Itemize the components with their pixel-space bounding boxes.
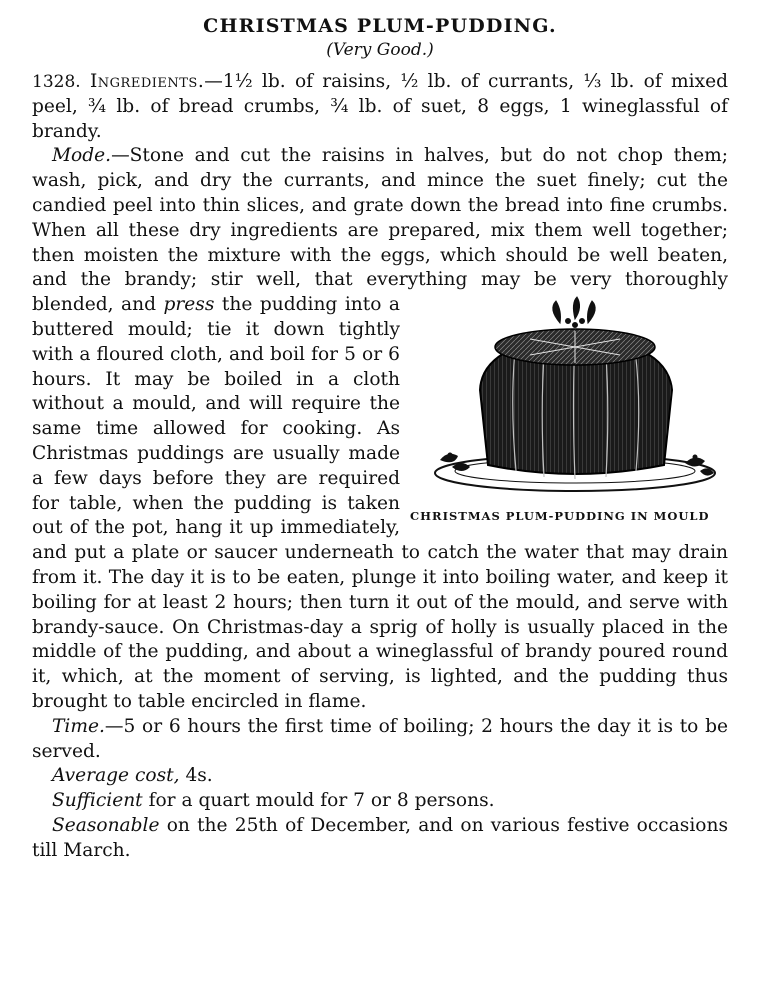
mode-text-2: the pudding into a buttered mould; tie it down tightly with a floured cloth, and boil for 5 or 6 hours. It may be boiled in a cloth without a mould, and will require the same time allowed for cooking. As Christmas puddings are usually made a few days before they are required for table, when the pudding is taken out of the pot, hang it up immediately, and put a plate or saucer underneath to catch the water that may drain from it. The day it is to be eaten, plunge it into boiling water, and keep it boiling for at least 2 hours; then turn it out of the mould, and serve with brandy-sauce. On Christmas-day a sprig of holly is usually placed in the middle of the pudding, and about a wineglassful of brandy poured round it, which, at the moment of serving, is lighted, and the pudding thus brought to table encircled in flame. (32, 294, 728, 712)
sufficient-text: for a quart mould for 7 or 8 persons. (148, 790, 495, 812)
recipe-body (32, 70, 728, 864)
mode-press: press (163, 294, 215, 316)
time-text: —5 or 6 hours the first time of boiling; 2 hours the day it is to be served. (32, 715, 728, 762)
seasonable-text: on the 25th of December, and on various festive occasions till March. (32, 814, 728, 861)
cost-paragraph (32, 764, 728, 789)
recipe-subtitle: (Very Good.) (326, 40, 434, 60)
seasonable-label: Seasonable (52, 814, 160, 836)
ingredients-label: Ingredients. (89, 71, 205, 92)
sufficient-paragraph (32, 789, 728, 814)
cost-label: Average cost, (52, 765, 180, 787)
illustration-caption: CHRISTMAS PLUM-PUDDING IN MOULD (410, 509, 710, 524)
mode-label: Mode. (52, 145, 112, 167)
ingredients-text: —1½ lb. of raisins, ½ lb. of currants, ⅓ lb. of mixed peel, ¾ lb. of bread crumbs, ¾ lb. of suet, 8 eggs, 1 wineglassful of brandy. (32, 71, 728, 142)
pudding-engraving (410, 295, 728, 503)
seasonable-paragraph (32, 814, 728, 864)
recipe-number: 1328. (32, 72, 81, 92)
time-label: Time. (52, 715, 105, 737)
recipe-title: CHRISTMAS PLUM-PUDDING. (203, 15, 557, 37)
cost-value: 4s. (185, 765, 213, 787)
mode-text: —Stone and cut the raisins in halves, but do not chop them; wash, pick, and dry the currants, and mince the suet finely; cut the candied peel into thin slices, and grate down the bread into fine crumbs. When all these dry ingredients are prepared, mix them well together; then moisten the mixture with the eggs, which should be well beaten, and the brandy; stir well, that everything may be very thoroughly blended, and (32, 145, 728, 316)
pudding-illustration (410, 295, 728, 529)
sufficient-label: Sufficient (52, 790, 143, 812)
time-paragraph (32, 715, 728, 765)
ingredients-paragraph (32, 70, 728, 144)
mode-paragraph (32, 144, 728, 714)
